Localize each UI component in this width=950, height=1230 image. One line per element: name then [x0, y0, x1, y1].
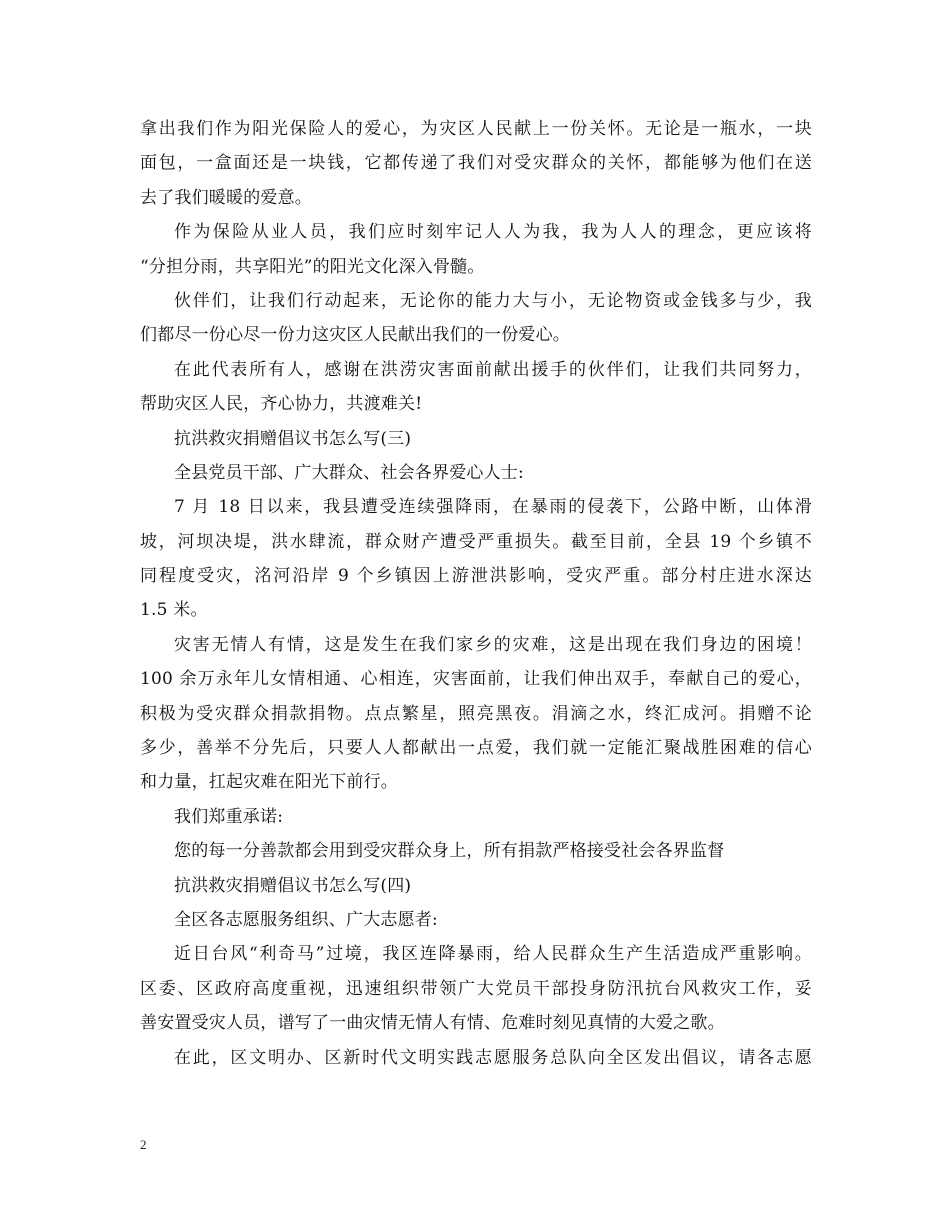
text-line: 面包，一盒面还是一块钱，它都传递了我们对受灾群众的关怀，都能够为他们在送 [140, 153, 812, 174]
text-line: 拿出我们作为阳光保险人的爱心，为灾区人民献上一份关怀。无论是一瓶水，一块 [140, 119, 812, 139]
page-number: 2 [140, 1137, 147, 1152]
text-line: 去了我们暖暖的爱意。 [140, 187, 312, 208]
text-line: 抗洪救灾捐赠倡议书怎么写(四) [174, 875, 412, 896]
text-line: 我们郑重承诺: [174, 806, 284, 827]
text-line: 灾害无情人有情，这是发生在我们家乡的灾难，这是出现在我们身边的困境！ [174, 634, 812, 655]
text-line: 帮助灾区人民，齐心协力，共渡难关! [140, 394, 423, 415]
text-line: 伙伴们，让我们行动起来，无论你的能力大与小，无论物资或金钱多与少，我 [174, 290, 812, 311]
text-line: “分担分雨，共享阳光”的阳光文化深入骨髓。 [140, 256, 485, 277]
text-line: 区委、区政府高度重视，迅速组织带领广大党员干部投身防汛抗台风救灾工作，妥 [140, 978, 812, 999]
text-line: 在此代表所有人，感谢在洪涝灾害面前献出援手的伙伴们，让我们共同努力， [174, 359, 812, 380]
text-line: 积极为受灾群众捐款捐物。点点繁星，照亮黑夜。涓滴之水，终汇成河。捐赠不论 [140, 703, 812, 724]
text-line: 100 余万永年儿女情相通、心相连，灾害面前，让我们伸出双手，奉献自己的爱心， [140, 669, 812, 690]
text-line: 7 月 18 日以来，我县遭受连续强降雨，在暴雨的侵袭下，公路中断，山体滑 [174, 497, 812, 518]
text-line: 全区各志愿服务组织、广大志愿者: [174, 909, 438, 930]
text-line: 在此，区文明办、区新时代文明实践志愿服务总队向全区发出倡议，请各志愿 [174, 1047, 812, 1068]
text-line: 善安置受灾人员，谱写了一曲灾情无情人有情、危难时刻见真情的大爱之歌。 [140, 1013, 725, 1034]
text-line: 作为保险从业人员，我们应时刻牢记人人为我，我为人人的理念，更应该将 [174, 222, 812, 243]
text-line: 您的每一分善款都会用到受灾群众身上，所有捐款严格接受社会各界监督 [174, 841, 725, 862]
text-line: 同程度受灾，洺河沿岸 9 个乡镇因上游泄洪影响，受灾严重。部分村庄进水深达 [140, 566, 812, 587]
text-line: 们都尽一份心尽一份力这灾区人民献出我们的一份爱心。 [140, 325, 570, 346]
text-line: 近日台风“利奇马”过境，我区连降暴雨，给人民群众生产生活造成严重影响。 [174, 944, 812, 965]
text-line: 多少，善举不分先后，只要人人都献出一点爱，我们就一定能汇聚战胜困难的信心 [140, 738, 812, 759]
text-line: 抗洪救灾捐赠倡议书怎么写(三) [174, 428, 412, 449]
text-line: 1.5 米。 [140, 600, 208, 621]
text-line: 全县党员干部、广大群众、社会各界爱心人士: [174, 462, 524, 483]
text-line: 坡，河坝决堤，洪水肆流，群众财产遭受严重损失。截至目前，全县 19 个乡镇不 [140, 531, 812, 552]
document-body [140, 112, 812, 1075]
text-line: 和力量，扛起灾难在阳光下前行。 [140, 772, 398, 793]
